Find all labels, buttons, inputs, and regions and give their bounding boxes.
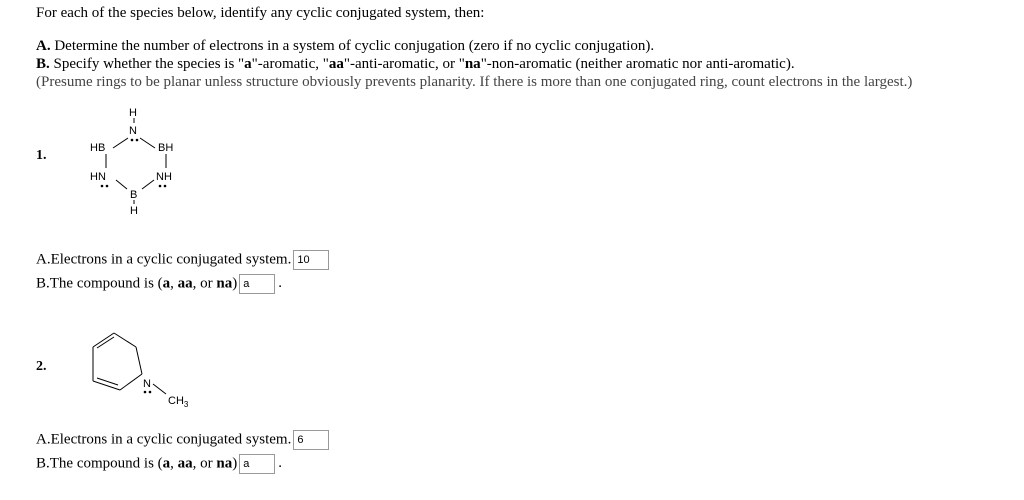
answer-b-opt-na: na — [216, 455, 233, 472]
bond — [136, 347, 142, 374]
answer-b-sep-1: , — [170, 275, 178, 292]
atom-label: H — [129, 107, 137, 119]
atom-label: NH — [156, 171, 172, 183]
lone-pair-dot — [106, 185, 109, 188]
lone-pair-dot — [144, 391, 147, 394]
bond — [120, 374, 142, 390]
answer-b-opt-aa: aa — [177, 455, 193, 472]
instruction-part-b — [36, 55, 795, 73]
lone-pair-dot — [136, 139, 139, 142]
answer-a-label: A.Electrons in a cyclic conjugated system. — [36, 431, 292, 448]
answer-b-end: . — [278, 455, 282, 472]
bond — [116, 180, 127, 189]
answer-b-row — [36, 274, 282, 294]
lone-pair-dot — [164, 185, 167, 188]
problem-number: 1. — [36, 148, 47, 163]
bond — [97, 378, 118, 385]
answer-a-row — [36, 250, 329, 270]
answer-b-end: . — [278, 275, 282, 292]
instructions-note: (Presume rings to be planar unless structure obviously prevents planarity. If there is more than one conjugated ring, count electrons in the largest.) — [36, 74, 913, 90]
part-a-prefix: A. — [36, 38, 51, 54]
part-b-prefix: B. — [36, 56, 50, 72]
answer-b-label-1: B.The compound is ( — [36, 455, 163, 472]
answer-b-label-1: B.The compound is ( — [36, 275, 163, 292]
answer-b-opt-na: na — [216, 275, 233, 292]
dihydropyridine-structure — [84, 324, 214, 414]
bond — [93, 381, 120, 390]
instructions-intro: For each of the species below, identify any cyclic conjugated system, then: — [36, 5, 485, 21]
atom-label: $CH_3$ — [168, 395, 189, 409]
answer-b-sep-2: , or — [192, 275, 217, 292]
electron-count-input[interactable]: 10 — [293, 250, 329, 270]
aromaticity-input[interactable]: a — [239, 274, 275, 294]
answer-b-label-2: ) — [232, 455, 238, 472]
bond — [114, 333, 136, 347]
part-b-opt-na: na — [464, 56, 481, 72]
electron-count-input[interactable]: 6 — [293, 430, 329, 450]
atom-label: BH — [158, 142, 174, 154]
part-b-opt-aa: aa — [328, 56, 344, 72]
borazine-structure — [80, 104, 200, 222]
bond — [113, 138, 128, 148]
lone-pair-dot — [149, 391, 152, 394]
aromaticity-input[interactable]: a — [239, 454, 275, 474]
atom-label: N — [143, 378, 151, 390]
bond — [142, 180, 154, 189]
part-b-text-4: "-non-aromatic (neither aromatic nor anti-aromatic). — [480, 56, 795, 72]
atom-label: HB — [90, 142, 106, 154]
part-b-text-2: "-aromatic, " — [251, 56, 329, 72]
bond — [93, 333, 114, 347]
bond — [153, 384, 166, 394]
answer-a-label: A.Electrons in a cyclic conjugated system. — [36, 251, 292, 268]
lone-pair-dot — [131, 139, 134, 142]
atom-label: N — [129, 125, 137, 137]
answer-b-opt-a: a — [162, 455, 171, 472]
answer-b-sep-1: , — [170, 455, 178, 472]
part-a-text: Determine the number of electrons in a system of cyclic conjugation (zero if no cyclic conjugation). — [50, 38, 655, 54]
problem-number: 2. — [36, 359, 47, 374]
lone-pair-dot — [159, 185, 162, 188]
answer-b-row — [36, 454, 282, 474]
lone-pair-dot — [101, 185, 104, 188]
bond — [140, 138, 155, 148]
answer-b-sep-2: , or — [192, 455, 217, 472]
answer-a-row — [36, 430, 329, 450]
atom-label: B — [130, 189, 138, 201]
answer-b-opt-aa: aa — [177, 275, 193, 292]
part-b-text-1: Specify whether the species is " — [49, 56, 245, 72]
atom-label: H — [130, 205, 138, 217]
part-b-text-3: "-anti-aromatic, or " — [343, 56, 465, 72]
instruction-part-a — [36, 37, 654, 55]
atom-label: HN — [90, 171, 106, 183]
answer-b-label-2: ) — [232, 275, 238, 292]
answer-b-opt-a: a — [162, 275, 171, 292]
part-b-opt-a: a — [244, 56, 252, 72]
